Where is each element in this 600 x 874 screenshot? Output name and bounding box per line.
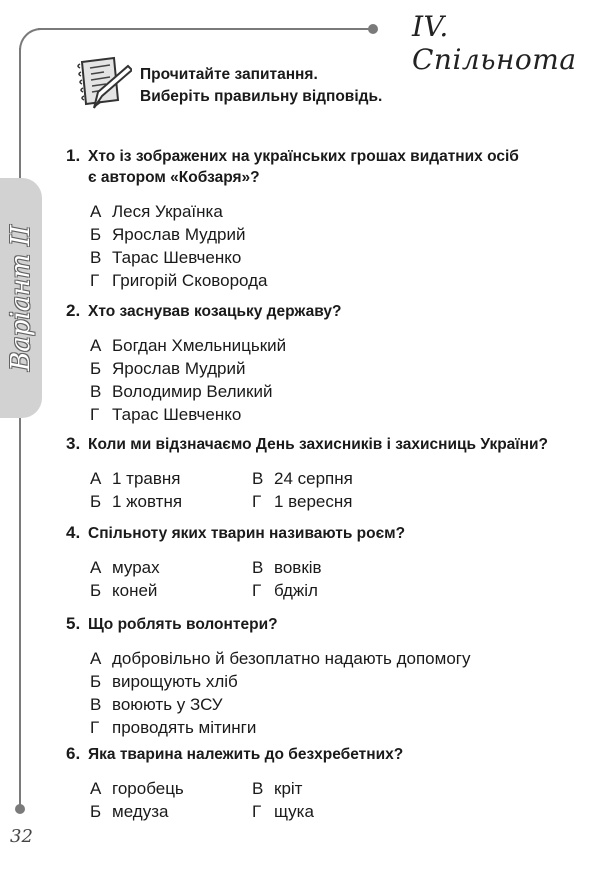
- option-v[interactable]: [252, 777, 452, 800]
- option-h[interactable]: [252, 800, 452, 823]
- question-number: 5.: [66, 614, 81, 633]
- question-text: [66, 300, 586, 322]
- option-text: Богдан Хмельницький: [112, 336, 287, 355]
- question-text-line-2: є автором «Кобзаря»?: [88, 169, 260, 186]
- option-a[interactable]: [90, 467, 252, 490]
- option-text: Леся Українка: [112, 202, 223, 221]
- option-b[interactable]: [90, 670, 586, 693]
- option-a[interactable]: [90, 200, 586, 223]
- question-text: [66, 433, 586, 455]
- option-text: 24 серпня: [274, 469, 353, 488]
- question-text-line-1: Яка тварина належить до безхребетних?: [88, 746, 404, 763]
- question-text-line-1: Що роблять волонтери?: [88, 616, 278, 633]
- option-letter: В: [90, 382, 102, 401]
- option-h[interactable]: [90, 716, 586, 739]
- option-h[interactable]: [252, 579, 452, 602]
- option-h[interactable]: [90, 403, 586, 426]
- option-letter: В: [252, 469, 264, 488]
- option-text: коней: [112, 581, 158, 600]
- option-letter: Г: [252, 581, 262, 600]
- option-letter: А: [90, 202, 102, 221]
- option-letter: Б: [90, 225, 102, 244]
- option-v[interactable]: [252, 467, 452, 490]
- question-text: [66, 613, 586, 635]
- option-letter: Б: [90, 802, 102, 821]
- option-b[interactable]: [90, 490, 252, 513]
- option-text: Григорій Сковорода: [112, 271, 268, 290]
- option-letter: В: [252, 779, 264, 798]
- option-text: Тарас Шевченко: [112, 248, 242, 267]
- frame-dot-bottom: [15, 804, 25, 814]
- option-text: вирощують хліб: [112, 672, 238, 691]
- question-text-line-1: Спільноту яких тварин називають роєм?: [88, 525, 406, 542]
- instruction-line-1: Прочитайте запитання.: [140, 66, 318, 83]
- option-h[interactable]: [252, 490, 452, 513]
- option-letter: Б: [90, 581, 102, 600]
- option-text: бджіл: [274, 581, 318, 600]
- question-text: [66, 743, 586, 765]
- question-number: 6.: [66, 744, 81, 763]
- option-letter: В: [252, 558, 264, 577]
- option-v[interactable]: [90, 380, 586, 403]
- question-number: 4.: [66, 523, 81, 542]
- option-letter: Б: [90, 492, 102, 511]
- option-letter: Г: [90, 718, 100, 737]
- option-text: кріт: [274, 779, 303, 798]
- option-text: щука: [274, 802, 314, 821]
- answer-options: [66, 334, 586, 426]
- question-2: [66, 300, 586, 426]
- option-letter: А: [90, 336, 102, 355]
- page-number: 32: [10, 826, 33, 847]
- option-letter: Б: [90, 672, 102, 691]
- option-a[interactable]: [90, 647, 586, 670]
- option-text: Володимир Великий: [112, 382, 273, 401]
- option-v[interactable]: [252, 556, 452, 579]
- option-letter: Б: [90, 359, 102, 378]
- question-text: [66, 145, 586, 188]
- option-b[interactable]: [90, 357, 586, 380]
- question-number: 2.: [66, 301, 81, 320]
- question-3: [66, 433, 586, 513]
- answer-options: [66, 777, 586, 823]
- option-text: 1 травня: [112, 469, 181, 488]
- question-5: [66, 613, 586, 739]
- option-text: проводять мітинги: [112, 718, 257, 737]
- option-text: медуза: [112, 802, 169, 821]
- frame-dot-top: [368, 24, 378, 34]
- option-v[interactable]: [90, 246, 586, 269]
- instructions: [140, 64, 382, 108]
- option-letter: Г: [252, 802, 262, 821]
- question-number: 1.: [66, 146, 81, 165]
- answer-options: [66, 556, 586, 602]
- option-text: горобець: [112, 779, 184, 798]
- option-a[interactable]: [90, 334, 586, 357]
- option-a[interactable]: [90, 556, 252, 579]
- option-text: добровільно й безоплатно надають допомогу: [112, 649, 471, 668]
- option-letter: А: [90, 558, 102, 577]
- option-text: мурах: [112, 558, 160, 577]
- question-4: [66, 522, 586, 602]
- section-title: IV. Спільнота: [412, 10, 577, 76]
- option-text: 1 вересня: [274, 492, 353, 511]
- option-letter: Г: [90, 271, 100, 290]
- variant-label: Варіант ІІ: [6, 225, 36, 371]
- option-text: 1 жовтня: [112, 492, 183, 511]
- question-number: 3.: [66, 434, 81, 453]
- option-v[interactable]: [90, 693, 586, 716]
- frame-left-line: [19, 48, 21, 808]
- answer-options: [66, 467, 586, 513]
- option-text: Ярослав Мудрий: [112, 225, 246, 244]
- option-b[interactable]: [90, 223, 586, 246]
- option-letter: В: [90, 695, 102, 714]
- option-h[interactable]: [90, 269, 586, 292]
- option-text: вовків: [274, 558, 322, 577]
- option-letter: А: [90, 649, 102, 668]
- option-letter: Г: [90, 405, 100, 424]
- option-letter: Г: [252, 492, 262, 511]
- option-b[interactable]: [90, 800, 252, 823]
- question-text-line-1: Хто заснував козацьку державу?: [88, 303, 342, 320]
- question-6: [66, 743, 586, 823]
- question-text-line-1: Хто із зображених на українських грошах видатних осіб: [88, 148, 519, 165]
- option-a[interactable]: [90, 777, 252, 800]
- option-text: воюють у ЗСУ: [112, 695, 223, 714]
- question-text-line-1: Коли ми відзначаємо День захисників і захисниць України?: [88, 436, 549, 453]
- option-text: Тарас Шевченко: [112, 405, 242, 424]
- option-text: Ярослав Мудрий: [112, 359, 246, 378]
- option-letter: В: [90, 248, 102, 267]
- option-letter: А: [90, 779, 102, 798]
- option-letter: А: [90, 469, 102, 488]
- frame-corner: [19, 28, 43, 52]
- instruction-line-2: Виберіть правильну відповідь.: [140, 88, 383, 105]
- answer-options: [66, 647, 586, 739]
- answer-options: [66, 200, 586, 292]
- notebook-pencil-icon: [74, 52, 132, 110]
- frame-top-line: [38, 28, 372, 30]
- option-b[interactable]: [90, 579, 252, 602]
- question-text: [66, 522, 586, 544]
- question-1: [66, 145, 586, 292]
